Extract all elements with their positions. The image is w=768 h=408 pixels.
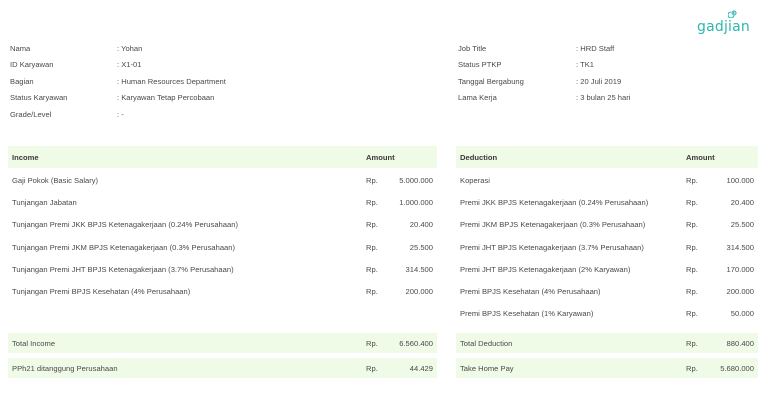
row-label: Tunjangan Jabatan	[12, 198, 77, 208]
info-label: Tanggal Bergabung	[458, 76, 524, 86]
logo-text: gadjian	[697, 19, 750, 35]
row-label: Premi BPJS Kesehatan (1% Karyawan)	[460, 309, 594, 319]
total-currency: Rp.	[686, 339, 698, 348]
info-label: Lama Kerja	[458, 93, 497, 103]
info-value: : HRD Staff	[576, 44, 615, 53]
total-label: Take Home Pay	[460, 364, 514, 373]
total-label: Total Deduction	[460, 339, 513, 348]
info-label: Job Title	[458, 44, 487, 53]
row-label: Premi JHT BPJS Ketenagakerjaan (2% Karyawan)	[460, 264, 631, 274]
table-row	[8, 257, 437, 279]
row-label: Tunjangan Premi JKK BPJS Ketenagakerjaan (0.24% Perusahaan)	[12, 220, 238, 230]
row-amount: 5.000.000	[399, 176, 433, 185]
info-value: : X1-01	[117, 60, 142, 70]
row-amount: 200.000	[405, 286, 433, 296]
row-label: Tunjangan Premi JKM BPJS Ketenagakerjaan (0.3% Perusahaan)	[12, 242, 236, 252]
row-label: Premi JKM BPJS Ketenagakerjaan (0.3% Perusahaan)	[460, 220, 646, 230]
deduction-table-header	[456, 146, 758, 168]
table-row	[8, 190, 437, 212]
total-amount: 5.680.000	[720, 364, 754, 373]
row-currency: Rp.	[686, 220, 698, 230]
amount-header-label: Amount	[686, 153, 715, 162]
info-value: : Yohan	[117, 44, 143, 53]
total-currency: Rp.	[686, 364, 698, 373]
row-currency: Rp.	[686, 264, 698, 274]
info-label: Bagian	[10, 76, 34, 86]
deduction-totals	[456, 333, 758, 383]
gadjian-logo	[697, 8, 759, 34]
total-amount: 880.400	[726, 339, 754, 348]
row-amount: 100.000	[726, 176, 754, 185]
table-row	[456, 168, 758, 190]
row-currency: Rp.	[366, 242, 378, 252]
row-amount: 314.500	[726, 242, 754, 252]
income-table-header	[8, 146, 437, 168]
row-currency: Rp.	[686, 309, 698, 319]
info-value: : 20 Juli 2019	[576, 76, 622, 86]
info-label: Nama	[10, 44, 31, 53]
row-currency: Rp.	[686, 242, 698, 252]
amount-header-label: Amount	[366, 153, 395, 162]
total-amount: 44.429	[409, 364, 433, 373]
total-currency: Rp.	[366, 339, 378, 348]
row-amount: 1.000.000	[399, 198, 433, 208]
row-currency: Rp.	[366, 286, 378, 296]
deduction-table	[456, 146, 758, 323]
take-home-pay-row	[456, 358, 758, 378]
table-row	[8, 235, 437, 257]
info-value: : TK1	[576, 60, 595, 70]
table-row	[456, 190, 758, 212]
income-totals	[8, 333, 437, 383]
pph21-row	[8, 358, 437, 378]
total-income-row	[8, 333, 437, 353]
income-rows	[8, 168, 437, 301]
row-label: Premi BPJS Kesehatan (4% Perusahaan)	[460, 286, 601, 296]
row-label: Premi JHT BPJS Ketenagakerjaan (3.7% Perusahaan)	[460, 242, 644, 252]
info-label: Status Karyawan	[10, 93, 68, 103]
row-amount: 25.500	[409, 242, 433, 252]
row-currency: Rp.	[686, 176, 698, 185]
row-label: Koperasi	[460, 176, 490, 185]
swirl-logo-icon	[728, 8, 738, 18]
row-amount: 170.000	[726, 264, 754, 274]
row-currency: Rp.	[686, 198, 698, 208]
total-label: Total Income	[12, 339, 56, 348]
total-label: PPh21 ditanggung Perusahaan	[12, 364, 118, 373]
table-row	[8, 279, 437, 301]
row-amount: 20.400	[409, 220, 433, 230]
row-label: Tunjangan Premi JHT BPJS Ketenagakerjaan (3.7% Perusahaan)	[12, 264, 234, 274]
income-header-label: Income	[12, 153, 39, 162]
row-amount: 25.500	[730, 220, 754, 230]
table-row	[456, 301, 758, 323]
deduction-rows	[456, 168, 758, 323]
row-amount: 20.400	[730, 198, 754, 208]
deduction-header-label: Deduction	[460, 153, 498, 162]
row-currency: Rp.	[686, 286, 698, 296]
table-row	[456, 212, 758, 234]
table-row	[456, 235, 758, 257]
row-currency: Rp.	[366, 264, 378, 274]
info-label: Status PTKP	[458, 60, 502, 70]
row-amount: 50.000	[730, 309, 754, 319]
income-table	[8, 146, 437, 301]
row-label: Premi JKK BPJS Ketenagakerjaan (0.24% Perusahaan)	[460, 198, 649, 208]
row-currency: Rp.	[366, 198, 378, 208]
info-label: Grade/Level	[10, 109, 52, 119]
row-currency: Rp.	[366, 220, 378, 230]
table-row	[8, 212, 437, 234]
row-label: Tunjangan Premi BPJS Kesehatan (4% Perusahaan)	[12, 286, 191, 296]
table-row	[456, 257, 758, 279]
info-value: : 3 bulan 25 hari	[576, 93, 631, 103]
total-amount: 6.560.400	[399, 339, 433, 348]
table-row	[456, 279, 758, 301]
info-value: : Karyawan Tetap Percobaan	[117, 93, 215, 103]
info-value: : Human Resources Department	[117, 76, 226, 86]
total-deduction-row	[456, 333, 758, 353]
row-currency: Rp.	[366, 176, 378, 185]
row-amount: 200.000	[726, 286, 754, 296]
info-value: : -	[117, 109, 124, 119]
table-row	[8, 168, 437, 190]
info-label: ID Karyawan	[10, 60, 54, 70]
row-amount: 314.500	[405, 264, 433, 274]
total-currency: Rp.	[366, 364, 378, 373]
row-label: Gaji Pokok (Basic Salary)	[12, 176, 99, 185]
